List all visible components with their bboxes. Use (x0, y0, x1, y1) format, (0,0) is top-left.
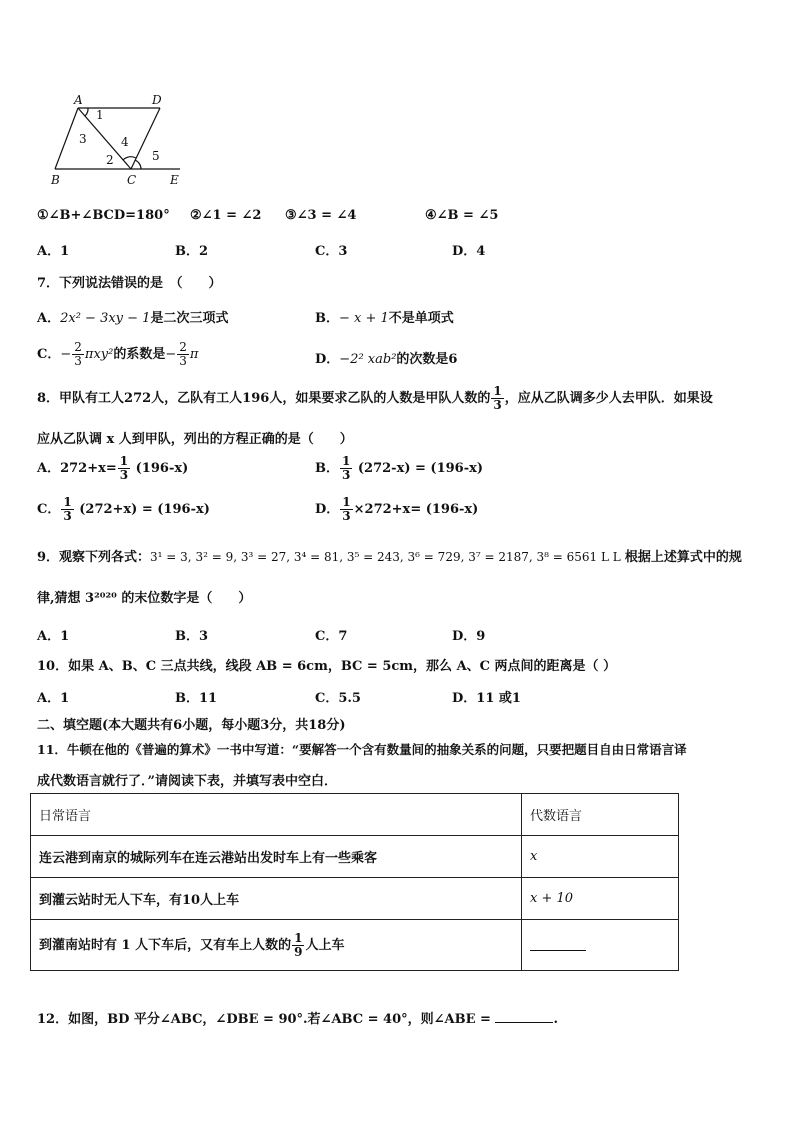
table-cell: 到灌云站时无人下车，有10人上车 (31, 878, 522, 920)
q10-option-a: A．1 (37, 691, 70, 706)
label-d: D (152, 93, 162, 107)
q11-stem-line1: 11．牛顿在他的《普遍的算术》一书中写道：“要解答一个含有数量间的抽象关系的问题，只要把题目自由日常语言译 (37, 742, 687, 757)
section-heading: 二、填空题(本大题共有6小题，每小题3分，共18分) (37, 718, 346, 733)
label-c: C (127, 173, 137, 187)
q6-option-c: C．3 (315, 244, 348, 259)
table-row (31, 920, 679, 971)
label-angle-2: 2 (106, 153, 114, 167)
segment-ab (55, 108, 78, 169)
q11-table (30, 793, 679, 971)
q7-option-b: B．− x + 1不是单项式 (315, 311, 454, 326)
q11-stem-line2: 成代数语言就行了．”请阅读下表，并填写表中空白． (37, 774, 337, 789)
q9-stem-line2: 律,猜想 3²⁰²⁰ 的末位数字是（ ） (37, 591, 252, 606)
angle-arc-a (85, 108, 88, 116)
statement-1: ①∠B+∠BCD=180° (37, 208, 170, 223)
table-cell: x (522, 836, 679, 878)
q8-option-d: D． $\frac{1}{3}$ ×272+x= (196-x) (315, 495, 479, 523)
statement-2: ②∠1 = ∠2 (190, 208, 262, 223)
parallelogram-figure (45, 88, 195, 190)
label-angle-1: 1 (96, 108, 104, 122)
q7-option-c: C．− $\frac{2}{3}$ πxy²的系数是− $\frac{2}{3}$ π (37, 340, 199, 368)
answer-blank-cell[interactable] (522, 920, 679, 971)
table-header-row (31, 794, 679, 836)
q8-option-c: C． $\frac{1}{3}$ (272+x) = (196-x) (37, 495, 210, 523)
q8-option-a: A．272+x= $\frac{1}{3}$ (196-x) (37, 454, 189, 482)
q9-option-a: A．1 (37, 629, 70, 644)
q9-stem: 9．观察下列各式：3¹ = 3, 3² = 9, 3³ = 27, 3⁴ = 81, 3⁵ = 243, 3⁶ = 729, 3⁷ = 2187, 3⁸ = 6561 L L 根据上述算式中的规 (37, 550, 742, 565)
q6-option-b: B．2 (175, 244, 209, 259)
statement-4: ④∠B = ∠5 (425, 208, 499, 223)
label-b: B (51, 173, 60, 187)
label-angle-3: 3 (79, 132, 87, 146)
table-header-cell: 代数语言 (522, 794, 679, 836)
q9-option-b: B．3 (175, 629, 209, 644)
q7-option-a: A．2x² − 3xy − 1是二次三项式 (37, 311, 229, 326)
q8-option-b: B． $\frac{1}{3}$ (272-x) = (196-x) (315, 454, 484, 482)
statement-3: ③∠3 = ∠4 (285, 208, 357, 223)
q10-stem: 10．如果 A、B、C 三点共线，线段 AB = 6cm，BC = 5cm，那么 A、C 两点间的距离是（ ） (37, 659, 617, 674)
angle-arc-c5 (135, 160, 141, 169)
q12-answer-blank[interactable] (495, 1022, 553, 1023)
q10-option-d: D．11 或1 (452, 691, 521, 706)
q8-stem-line2: 应从乙队调 x 人到甲队，列出的方程正确的是（ ） (37, 432, 353, 447)
q6-option-a: A．1 (37, 244, 70, 259)
table-row (31, 836, 679, 878)
label-e: E (170, 173, 179, 187)
q9-option-c: C．7 (315, 629, 348, 644)
q10-option-b: B．11 (175, 691, 218, 706)
table-cell: 连云港到南京的城际列车在连云港站出发时车上有一些乘客 (31, 836, 522, 878)
angle-arc-c (123, 157, 136, 160)
table-cell: x + 10 (522, 878, 679, 920)
q6-option-d: D．4 (452, 244, 486, 259)
q8-stem: 8．甲队有工人272人，乙队有工人196人，如果要求乙队的人数是甲队人数的 $\frac{1}{3}$ ，应从乙队调多少人去甲队．如果设 (37, 384, 713, 412)
table-cell: 到灌南站时有 1 人下车后，又有车上人数的 $\frac{1}{9}$ 人上车 (31, 920, 522, 971)
table-header-cell: 日常语言 (31, 794, 522, 836)
q12-stem: 12．如图，BD 平分∠ABC，∠DBE = 90°.若∠ABC = 40°，则∠ABE = . (37, 1012, 559, 1027)
q7-option-d: D．−2² xab²的次数是6 (315, 352, 458, 367)
label-a: A (74, 93, 83, 107)
q9-option-d: D．9 (452, 629, 486, 644)
q10-option-c: C．5.5 (315, 691, 361, 706)
q7-stem: 7．下列说法错误的是 （ ） (37, 276, 222, 291)
table-row (31, 878, 679, 920)
label-angle-4: 4 (121, 135, 129, 149)
label-angle-5: 5 (152, 149, 160, 163)
